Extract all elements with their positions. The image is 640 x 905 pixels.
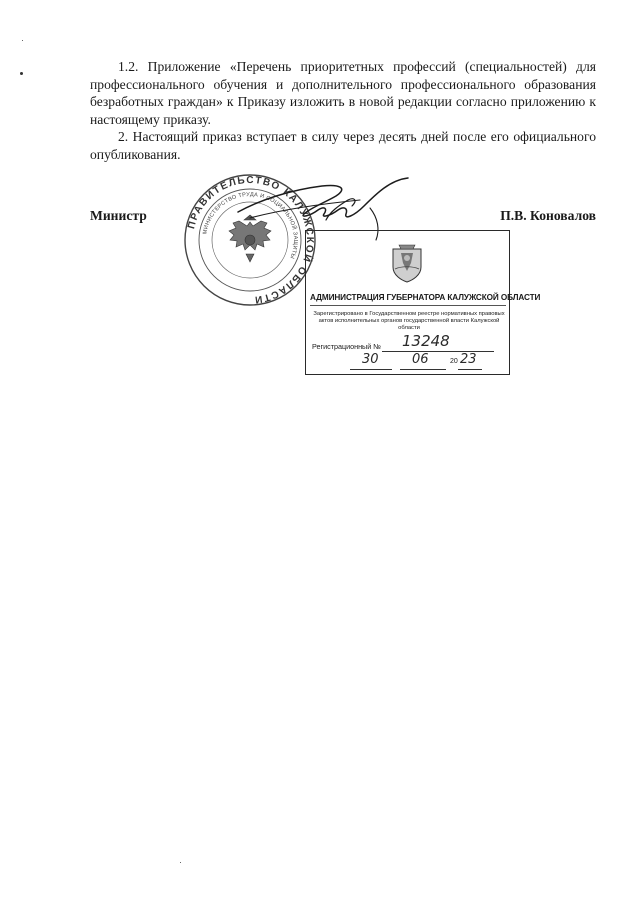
registration-stamp: [305, 230, 541, 375]
seal-inner-text: МИНИСТЕРСТВО ТРУДА И СОЦИАЛЬНОЙ ЗАЩИТЫ: [202, 191, 299, 260]
stamp-number-label: Регистрационный №: [312, 342, 381, 351]
stamp-registered-text: Зарегистрировано в Государственном реестре нормативных правовых актов исполнительных органов государственной власти Калужской области: [313, 311, 505, 331]
stamp-day: 30: [362, 352, 379, 367]
seal-ring-text: ПРАВИТЕЛЬСТВО КАЛУЖСКОЙ ОБЛАСТИ: [186, 174, 316, 306]
stamp-year-prefix: 20: [450, 358, 458, 365]
stamp-registration-number: 13248: [402, 332, 450, 350]
stamp-divider: [310, 305, 506, 306]
paragraph-1-2: 1.2. Приложение «Перечень приоритетных профессий (специальностей) для профессионального обучения и дополнительного профессионального образования безработных граждан» к Приказу изложить в новой редакции согласно приложению к настоящему приказу.: [90, 59, 596, 127]
stamp-year: 23: [460, 352, 477, 367]
paragraph-2: 2. Настоящий приказ вступает в силу через десять дней после его официального опубликования.: [90, 129, 596, 162]
kaluga-coat-of-arms-icon: [389, 241, 425, 283]
signer-title: Министр: [90, 208, 147, 223]
stamp-year-underline: [458, 369, 482, 370]
stamp-number-underline: [382, 351, 494, 352]
signer-name: П.В. Коновалов: [500, 208, 596, 223]
stamp-organization: АДМИНИСТРАЦИЯ ГУБЕРНАТОРА КАЛУЖСКОЙ ОБЛАСТИ: [310, 293, 541, 302]
scan-speck: [20, 72, 23, 75]
scan-speck: [180, 862, 181, 863]
stamp-day-underline: [350, 369, 392, 370]
scan-speck: [22, 40, 23, 41]
stamp-month-underline: [400, 369, 446, 370]
stamp-month: 06: [412, 352, 429, 367]
